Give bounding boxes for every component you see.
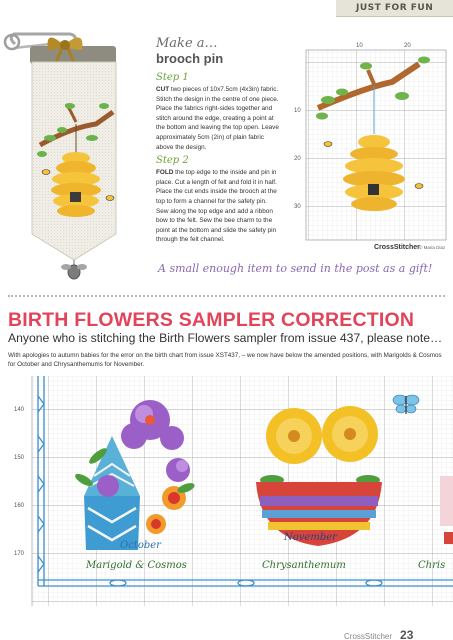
correction-subtitle: Anyone who is stitching the Birth Flowers sampler from issue 437, please note… <box>8 331 443 345</box>
row-label-20: 20 <box>294 156 301 162</box>
row-label-150: 150 <box>14 455 25 461</box>
step1-text <box>156 85 281 152</box>
step1-body: two pieces of 10x7.5cm (4x3in) fabric. Stitch the design in the centre of one piece. Place the fabrics right-sides together and stitch around the edge, creating a point at the bottom and leaving the top open. Leave approximately 5cm (2in) of plain fabric above the design. <box>156 86 279 151</box>
row-label-30: 30 <box>294 204 301 210</box>
footer-brand: CrossStitcher <box>344 632 393 640</box>
row-label-140: 140 <box>14 407 25 413</box>
flower-october: Marigold & Cosmos <box>86 560 187 571</box>
page-number: 23 <box>400 628 414 640</box>
row-label-10: 10 <box>294 108 301 114</box>
correction-body: With apologies to autumn babies for the error on the birth chart from issue XST437, – we now have below the amended positions, with Marigolds & Cosmos for October and Chrysanthemums for November. <box>8 352 442 368</box>
chart-credit: © Maria Diaz <box>419 245 446 250</box>
page-footer <box>344 628 413 640</box>
col-label-20: 20 <box>404 43 411 49</box>
birth-flowers-chart <box>0 376 453 606</box>
step2-heading: Step 2 <box>156 155 189 167</box>
make-title: Make a… <box>156 36 218 51</box>
section-divider <box>8 295 445 297</box>
step1-heading: Step 1 <box>156 72 189 83</box>
row-label-170: 170 <box>14 551 25 557</box>
step2-body: the top edge to the inside and pin in place. Cut a length of felt and fold it in half. Place the cut ends inside the brooch at the top to form a channel for the safety pin. Sew along the top edge and add a ribbon bow to the felt. Sew the bee charm to the point at the bottom and slide the safety pin through the felt channel. <box>156 169 277 244</box>
step2-text <box>156 168 281 245</box>
flower-november: Chrysanthemum <box>262 560 346 571</box>
beehive-chart <box>284 38 451 253</box>
brooch-photo <box>0 20 150 282</box>
gift-caption: A small enough item to send in the post as a gift! <box>158 262 433 275</box>
flower-next: Chris <box>418 560 446 571</box>
col-label-10: 10 <box>356 43 363 49</box>
correction-title: BIRTH FLOWERS SAMPLER CORRECTION <box>8 309 415 331</box>
make-subtitle: brooch pin <box>156 51 224 66</box>
section-tab: JUST FOR FUN <box>336 0 453 17</box>
row-label-160: 160 <box>14 503 25 509</box>
step1-lead: CUT <box>156 86 170 93</box>
month-october: October <box>120 540 161 551</box>
month-november: November <box>284 532 337 543</box>
step2-lead: FOLD <box>156 169 174 177</box>
chart-brand: CrossStitcher <box>374 244 420 251</box>
make-brooch-instructions <box>156 36 281 245</box>
